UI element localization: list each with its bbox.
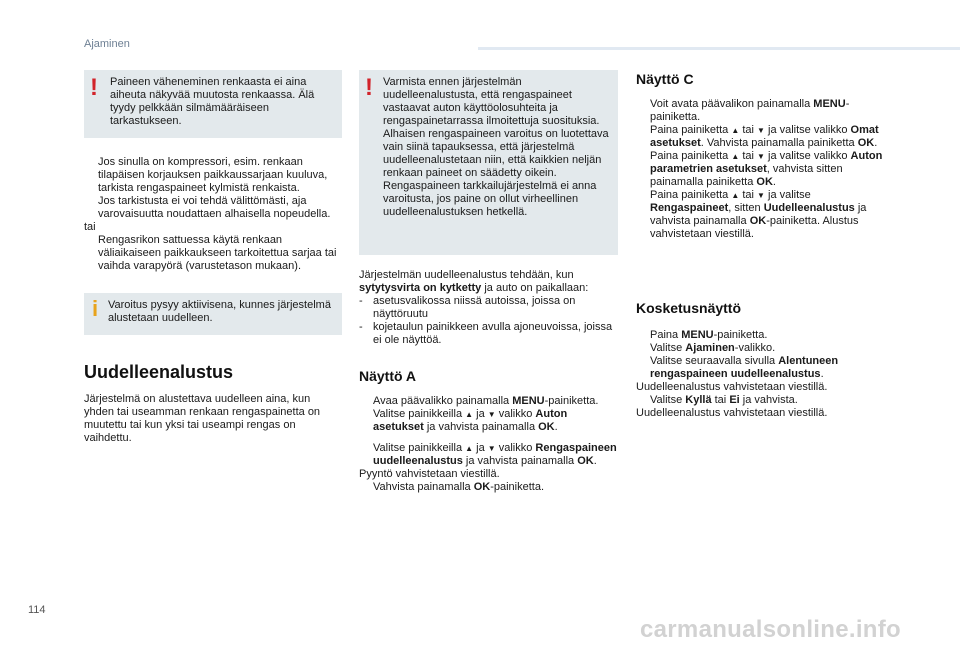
header-bar [478, 47, 960, 50]
list-item: Vahvista painamalla OK-painiketta. [373, 481, 545, 493]
up-arrow-icon: ▲ [731, 152, 740, 161]
list-item: - kojetaulun painikkeen avulla ajoneuvoissa, joissa ei ole näyttöä. [359, 321, 613, 346]
warning-box [359, 70, 618, 255]
section-heading: Näyttö A [359, 368, 417, 384]
confirm-text: Pyyntö vahvistetaan viestillä. [359, 468, 500, 480]
dash-list [359, 295, 618, 347]
down-arrow-icon: ▼ [757, 191, 765, 200]
list-item: Voit avata päävalikon painamalla MENU-painiketta. [650, 98, 850, 123]
up-arrow-icon: ▲ [465, 410, 474, 419]
step-list [636, 329, 888, 381]
up-arrow-icon: ▲ [731, 191, 740, 200]
info-text: Varoitus pysyy aktiivisena, kunnes järjestelmä alustetaan uudelleen. [108, 299, 331, 324]
warning-text: Alhaisen rengaspaineen varoitus on luotettava vain siinä tapauksessa, että järjestelmä uudelleenalustetaan niin, että kaikkien neljän renkaan paineet on säädetty oikein. [383, 128, 609, 179]
paragraph: Järjestelmä on alustettava uudelleen aina, kun yhden tai useamman renkaan rengaspainetta on muutettu tai kun yksi tai useampi rengas on vaihdettu. [84, 393, 321, 444]
list-item: Valitse painikkeilla ▲ ja ▼ valikko Auton asetukset ja vahvista painamalla OK. [373, 408, 568, 433]
down-arrow-icon: ▼ [487, 444, 496, 453]
step-list [636, 98, 888, 241]
column-1 [84, 70, 342, 445]
warning-text: Rengaspaineen tarkkailujärjestelmä ei anna varoitusta, jos paine on ollut virheellinen uudelleenalustuksen hetkellä. [383, 180, 597, 218]
confirm-text: Uudelleenalustus vahvistetaan viestillä. [636, 407, 828, 419]
warning-icon: ! [365, 74, 373, 101]
down-arrow-icon: ▼ [487, 410, 496, 419]
section-header: Ajaminen [84, 38, 130, 50]
list-item: Valitse Kyllä tai Ei ja vahvista. [650, 394, 798, 406]
confirm-text: Uudelleenalustus vahvistetaan viestillä. [636, 381, 828, 393]
list-item: Valitse seuraavalla sivulla Alentuneen rengaspaineen uudelleenalustus. [650, 355, 839, 380]
up-arrow-icon: ▲ [465, 444, 474, 453]
list-item: Avaa päävalikko painamalla MENU-painiketta. [373, 395, 599, 407]
list-item: Jos sinulla on kompressori, esim. renkaan tilapäisen korjauksen paikkaussarjaan kuuluva, tarkista rengaspaineet kylmistä renkaista. [98, 156, 328, 194]
list-item: Paina painiketta ▲ tai ▼ ja valitse Rengaspaineet, sitten Uudelleenalustus ja vahvista painamalla OK-painiketta. Alustus vahvistetaan viestillä. [650, 189, 867, 240]
section-heading: Kosketusnäyttö [636, 300, 742, 316]
page-number: 114 [28, 604, 46, 616]
bullet-list [84, 234, 342, 273]
paragraph: Järjestelmän uudelleenalustus tehdään, kun sytytysvirta on kytketty ja auto on paikallaan: [359, 269, 589, 294]
info-icon: i [92, 296, 99, 321]
list-item: Valitse painikkeilla ▲ ja ▼ valikko Rengaspaineen uudelleenalustus ja vahvista painamalla OK. [373, 442, 617, 467]
list-item: Paina painiketta ▲ tai ▼ ja valitse valikko Omat asetukset. Vahvista painamalla painiketta OK. [650, 124, 879, 149]
list-item: Jos tarkistusta ei voi tehdä välittömästi, aja varovaisuutta noudattaen alhaisella nopeudella. [98, 195, 331, 220]
step-list [359, 442, 618, 468]
down-arrow-icon: ▼ [757, 126, 765, 135]
list-item: Paina MENU-painiketta. [650, 329, 768, 341]
list-item: Paina painiketta ▲ tai ▼ ja valitse valikko Auton parametrien asetukset, vahvista sitten painamalla painiketta OK. [650, 150, 883, 188]
warning-text: Varmista ennen järjestelmän uudelleenalustusta, että rengaspaineet vastaavat auton käyttöolosuhteita ja rengaspainetarrassa ilmoitettuja suosituksia. [383, 76, 600, 127]
column-3 [636, 70, 888, 420]
bullet-list [84, 156, 342, 221]
tai-text: tai [84, 221, 96, 233]
list-item: Rengasrikon sattuessa käytä renkaan väliaikaiseen paikkaukseen tarkoitettua sarjaa tai vaihda varapyörä (varustetason mukaan). [98, 234, 337, 272]
step-list [636, 394, 888, 407]
step-list [359, 481, 618, 494]
list-item: - asetusvalikossa niissä autoissa, joissa on näyttöruutu [359, 295, 576, 320]
warning-text: Paineen väheneminen renkaasta ei aina aiheuta näkyvää muutosta renkaassa. Älä tyydy pelkkään silmämääräiseen tarkastukseen. [110, 76, 315, 127]
warning-box [84, 70, 342, 138]
down-arrow-icon: ▼ [757, 152, 765, 161]
info-box [84, 293, 342, 335]
up-arrow-icon: ▲ [731, 126, 740, 135]
list-item: Valitse Ajaminen-valikko. [650, 342, 776, 354]
step-list [359, 395, 618, 434]
watermark: carmanualsonline.info [640, 616, 902, 643]
warning-icon: ! [90, 74, 98, 101]
section-heading: Näyttö C [636, 71, 694, 87]
column-2 [359, 70, 618, 494]
section-heading: Uudelleenalustus [84, 362, 234, 382]
